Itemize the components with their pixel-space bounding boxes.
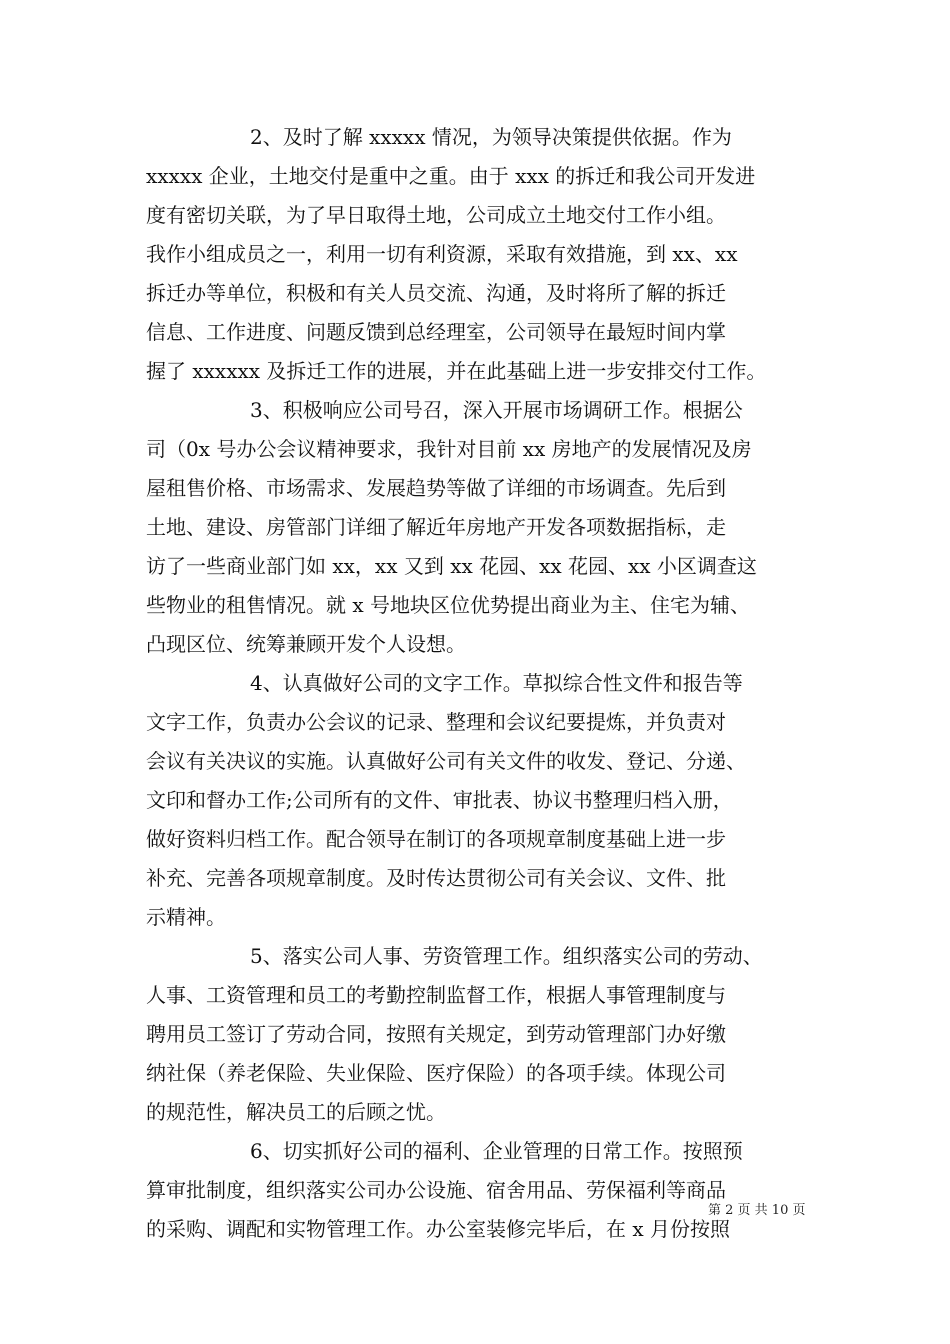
text-line: 度有密切关联，为了早日取得土地，公司成立土地交付工作小组。 <box>146 203 726 227</box>
text-line: 拆迁办等单位，积极和有关人员交流、沟通，及时将所了解的拆迁 <box>146 281 726 305</box>
paragraph-first-line: 2、及时了解 xxxxx 情况，为领导决策提供依据。作为 <box>250 125 732 149</box>
text-line: 我作小组成员之一，利用一切有利资源，采取有效措施，到 xx、xx <box>146 242 738 266</box>
text-line: 些物业的租售情况。就 x 号地块区位优势提出商业为主、住宅为辅、 <box>146 593 750 617</box>
text-line: xxxxx 企业，土地交付是重中之重。由于 xxx 的拆迁和我公司开发进 <box>146 164 756 188</box>
text-line: 做好资料归档工作。配合领导在制订的各项规章制度基础上进一步 <box>146 827 726 851</box>
page-number: 第 2 页 共 10 页 <box>708 1203 806 1218</box>
text-line: 算审批制度，组织落实公司办公设施、宿舍用品、劳保福利等商品 <box>146 1178 726 1202</box>
text-line: 信息、工作进度、问题反馈到总经理室，公司领导在最短时间内掌 <box>146 320 726 344</box>
text-line: 访了一些商业部门如 xx，xx 又到 xx 花园、xx 花园、xx 小区调查这 <box>146 554 757 578</box>
body-text <box>146 118 836 1249</box>
text-line: 会议有关决议的实施。认真做好公司有关文件的收发、登记、分递、 <box>146 749 746 773</box>
text-line: 握了 xxxxxx 及拆迁工作的进展，并在此基础上进一步安排交付工作。 <box>146 359 767 383</box>
text-line: 示精神。 <box>146 905 226 929</box>
text-line: 文字工作，负责办公会议的记录、整理和会议纪要提炼，并负责对 <box>146 710 726 734</box>
text-line: 聘用员工签订了劳动合同，按照有关规定，到劳动管理部门办好缴 <box>146 1022 726 1046</box>
text-line: 屋租售价格、市场需求、发展趋势等做了详细的市场调查。先后到 <box>146 476 726 500</box>
paragraph-first-line: 3、积极响应公司号召，深入开展市场调研工作。根据公 <box>250 398 743 422</box>
paragraph-first-line: 6、切实抓好公司的福利、企业管理的日常工作。按照预 <box>250 1139 743 1163</box>
text-line: 土地、建设、房管部门详细了解近年房地产开发各项数据指标，走 <box>146 515 726 539</box>
text-line: 补充、完善各项规章制度。及时传达贯彻公司有关会议、文件、批 <box>146 866 726 890</box>
paragraph-first-line: 5、落实公司人事、劳资管理工作。组织落实公司的劳动、 <box>250 944 763 968</box>
text-line: 的规范性，解决员工的后顾之忧。 <box>146 1100 446 1124</box>
text-line: 凸现区位、统筹兼顾开发个人设想。 <box>146 632 466 656</box>
paragraph-first-line: 4、认真做好公司的文字工作。草拟综合性文件和报告等 <box>250 671 743 695</box>
text-line: 司（0x 号办公会议精神要求，我针对目前 xx 房地产的发展情况及房 <box>146 437 752 461</box>
text-line: 文印和督办工作;公司所有的文件、审批表、协议书整理归档入册， <box>146 788 733 812</box>
text-line: 人事、工资管理和员工的考勤控制监督工作，根据人事管理制度与 <box>146 983 726 1007</box>
text-line: 的采购、调配和实物管理工作。办公室装修完毕后，在 x 月份按照 <box>146 1217 730 1241</box>
text-line: 纳社保（养老保险、失业保险、医疗保险）的各项手续。体现公司 <box>146 1061 726 1085</box>
